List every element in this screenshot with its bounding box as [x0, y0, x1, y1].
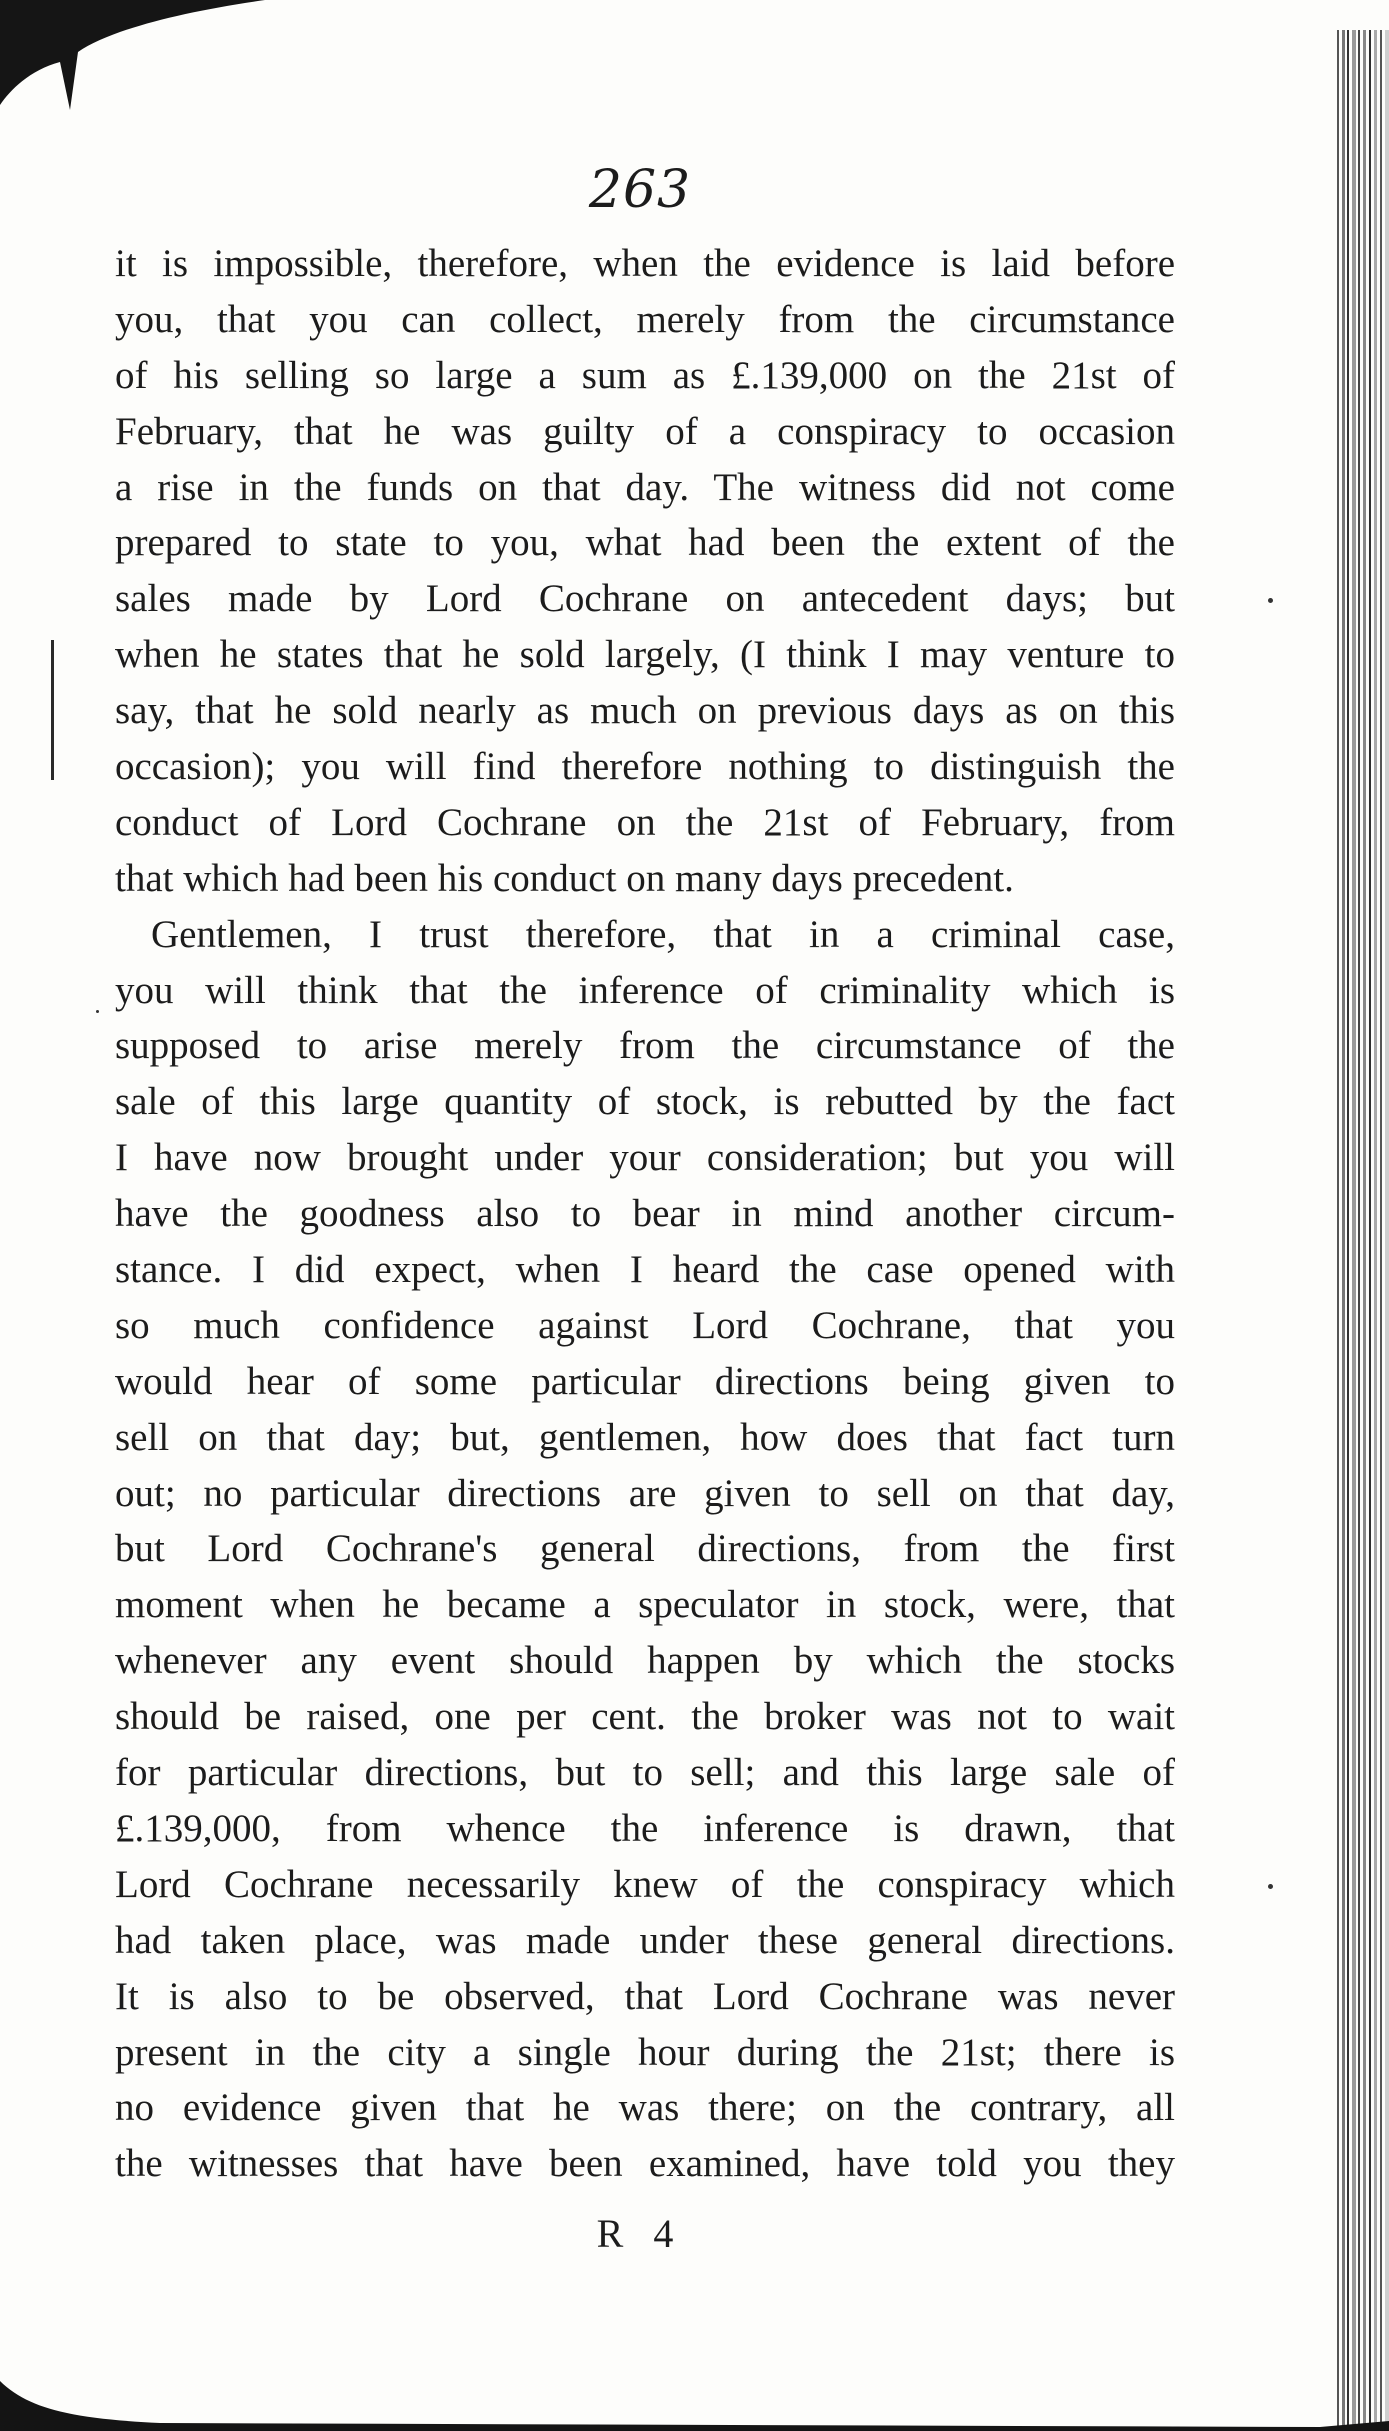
text-line: It is also to be observed, that Lord Cochrane was never — [115, 1974, 1175, 2018]
text-line: so much confidence against Lord Cochrane, that you — [115, 1303, 1175, 1347]
ink-speck — [1268, 1884, 1273, 1889]
text-line: that which had been his conduct on many days precedent. — [115, 856, 1014, 900]
scan-bottom-shadow — [0, 2371, 1389, 2431]
text-line: sales made by Lord Cochrane on antecedent days; but — [115, 577, 1175, 621]
text-line: conduct of Lord Cochrane on the 21st of February, from — [115, 800, 1175, 844]
text-line: no evidence given that he was there; on the contrary, all — [115, 2086, 1175, 2130]
text-line: of his selling so large a sum as £.139,000 on the 21st of — [115, 353, 1175, 397]
text-line: when he states that he sold largely, (I think I may venture to — [115, 633, 1175, 677]
text-line: whenever any event should happen by which the stocks — [115, 1639, 1175, 1683]
text-line: sell on that day; but, gentlemen, how does that fact turn — [115, 1415, 1175, 1459]
text-line: you will think that the inference of criminality which is — [115, 968, 1175, 1012]
text-line: sale of this large quantity of stock, is rebutted by the fact — [115, 1080, 1175, 1124]
paragraph — [115, 236, 1175, 907]
text-line: occasion); you will find therefore nothing to distinguish the — [115, 745, 1175, 789]
ink-speck — [96, 1010, 99, 1013]
text-line: February, that he was guilty of a conspiracy to occasion — [115, 409, 1175, 453]
text-line: Gentlemen, I trust therefore, that in a criminal case, — [151, 912, 1175, 956]
text-line: prepared to state to you, what had been the extent of the — [115, 521, 1175, 565]
text-line: the witnesses that have been examined, have told you they — [115, 2142, 1175, 2186]
signature-mark: R 4 — [596, 2211, 684, 2256]
text-line: supposed to arise merely from the circumstance of the — [115, 1024, 1175, 1068]
text-line: out; no particular directions are given to sell on that day, — [115, 1471, 1175, 1515]
text-line: would hear of some particular directions being given to — [115, 1359, 1175, 1403]
text-line: but Lord Cochrane's general directions, from the first — [115, 1527, 1175, 1571]
text-line: say, that he sold nearly as much on previous days as on this — [115, 689, 1175, 733]
scan-corner-shadow — [0, 0, 280, 120]
paragraph — [115, 907, 1175, 2192]
text-line: you, that you can collect, merely from the circumstance — [115, 297, 1175, 341]
text-line: Lord Cochrane necessarily knew of the conspiracy which — [115, 1862, 1175, 1906]
ink-speck — [1268, 598, 1273, 603]
text-line: stance. I did expect, when I heard the case opened with — [115, 1248, 1175, 1292]
text-line: a rise in the funds on that day. The witness did not come — [115, 465, 1175, 509]
page-number: 263 — [588, 160, 692, 220]
margin-mark — [51, 640, 54, 780]
book-spine-edge — [1333, 30, 1389, 2431]
text-line: had taken place, was made under these general directions. — [115, 1918, 1175, 1962]
text-line: moment when he became a speculator in stock, were, that — [115, 1583, 1175, 1627]
text-line: I have now brought under your consideration; but you will — [115, 1136, 1175, 1180]
text-line: should be raised, one per cent. the broker was not to wait — [115, 1695, 1175, 1739]
text-line: it is impossible, therefore, when the evidence is laid before — [115, 242, 1175, 285]
text-line: present in the city a single hour during the 21st; there is — [115, 2030, 1175, 2074]
text-line: have the goodness also to bear in mind another circum- — [115, 1192, 1175, 1236]
text-line: £.139,000, from whence the inference is drawn, that — [115, 1806, 1175, 1850]
text-line: for particular directions, but to sell; and this large sale of — [115, 1751, 1175, 1795]
body-text — [115, 236, 1175, 2192]
